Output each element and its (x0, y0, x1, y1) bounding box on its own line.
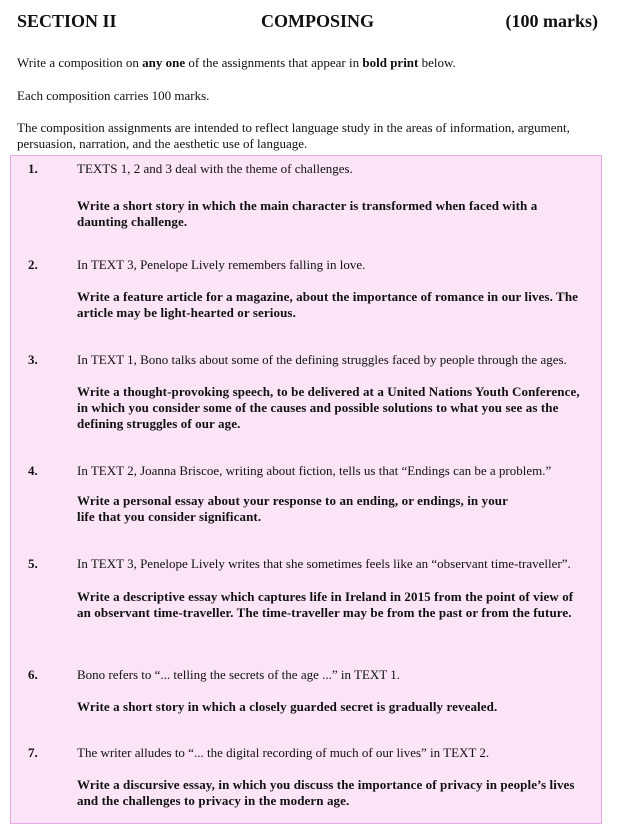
assignment-number: 5. (28, 556, 38, 571)
assignment-task: Write a feature article for a magazine, about the importance of romance in our lives. The article may be light-hearted or serious. (77, 289, 579, 320)
instruction-choose-one (17, 55, 604, 71)
instruction-text: of the assignments that appear in (185, 55, 363, 70)
section-title: COMPOSING (261, 11, 375, 31)
assignment-prompt: In TEXT 2, Joanna Briscoe, writing about fiction, tells us that “Endings can be a problem.” (77, 463, 552, 478)
instruction-text: below. (418, 55, 456, 70)
instruction-purpose: The composition assignments are intended to reflect language study in the areas of information, argument, persuasion, narration, and the aesthetic use of language. (17, 120, 570, 151)
assignment-number: 1. (28, 161, 38, 176)
instruction-emphasis-bold-print: bold print (362, 55, 419, 70)
assignment-task: Write a personal essay about your response to an ending, or endings, in your life that you consider significant. (77, 493, 508, 524)
assignment-task: Write a discursive essay, in which you discuss the importance of privacy in people’s lives and the challenges to privacy in the modern age. (77, 777, 575, 808)
assignment-number: 4. (28, 463, 38, 478)
section-heading (17, 11, 598, 35)
assignment-task: Write a descriptive essay which captures life in Ireland in 2015 from the point of view of an observant time-traveller. The time-traveller may be from the past or from the future. (77, 589, 574, 620)
assignment-task: Write a thought-provoking speech, to be delivered at a United Nations Youth Conference, in which you consider some of the causes and possible solutions to what you see as the defining struggles of our age. (77, 384, 580, 431)
assignment-prompt: The writer alludes to “... the digital recording of much of our lives” in TEXT 2. (77, 745, 490, 760)
assignment-prompt: TEXTS 1, 2 and 3 deal with the theme of challenges. (77, 161, 353, 176)
assignment-number: 3. (28, 352, 38, 367)
assignment-number: 6. (28, 667, 38, 682)
assignment-prompt: In TEXT 3, Penelope Lively writes that she sometimes feels like an “observant time-traveller”. (77, 556, 571, 571)
assignment-prompt: In TEXT 1, Bono talks about some of the defining struggles faced by people through the ages. (77, 352, 567, 367)
section-label: SECTION II (17, 11, 117, 31)
section-marks: (100 marks) (505, 11, 598, 31)
assignment-number: 2. (28, 257, 38, 272)
assignment-task: Write a short story in which the main character is transformed when faced with a daunting challenge. (77, 198, 538, 229)
assignment-prompt: Bono refers to “... telling the secrets of the age ...” in TEXT 1. (77, 667, 400, 682)
assignment-task: Write a short story in which a closely guarded secret is gradually revealed. (77, 699, 498, 714)
instruction-emphasis-any-one: any one (142, 55, 186, 70)
assignments-box (10, 155, 602, 824)
assignment-number: 7. (28, 745, 38, 760)
instruction-marks: Each composition carries 100 marks. (17, 88, 210, 103)
assignment-prompt: In TEXT 3, Penelope Lively remembers falling in love. (77, 257, 366, 272)
instruction-text: Write a composition on (17, 55, 143, 70)
